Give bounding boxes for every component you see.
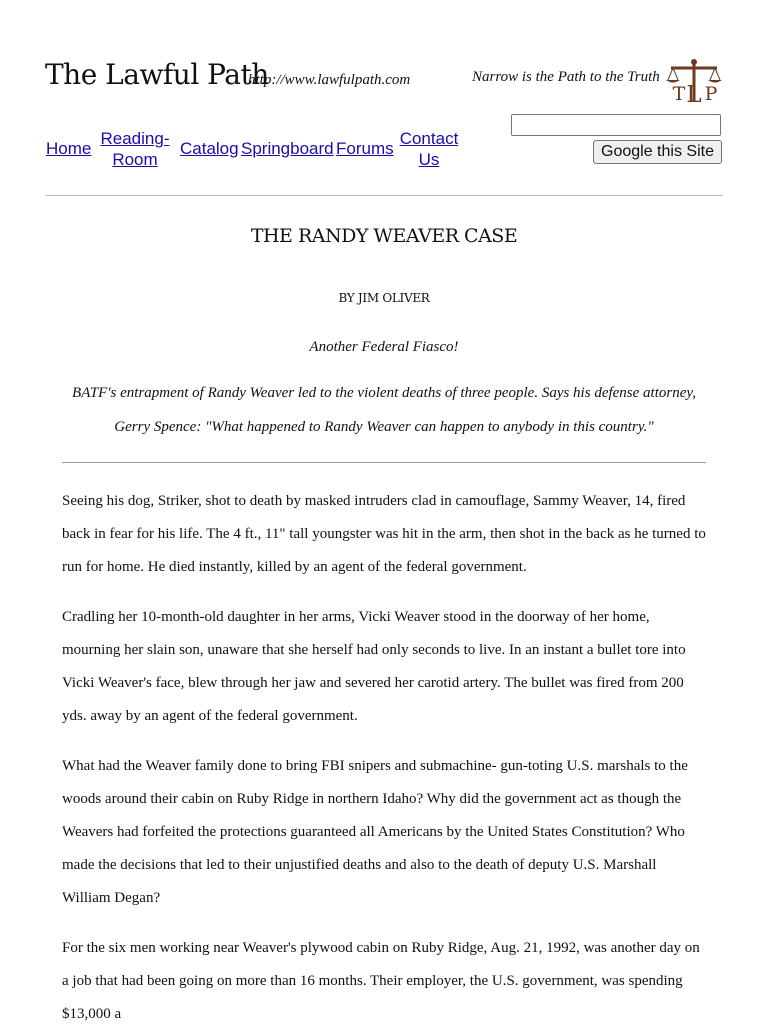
google-search-button[interactable]: Google this Site (593, 140, 722, 164)
article-subtitle: Another Federal Fiasco! (309, 339, 459, 355)
article-divider (62, 462, 706, 463)
article-paragraph: Seeing his dog, Striker, shot to death by masked intruders clad in camouflage, Sammy Weaver, 14, fired back in fear for his life. The 4 ft., 11" tall youngster was hit in the arm, then shot in the back as he turned to run for home. He died instantly, killed by an agent of the federal government. (62, 493, 706, 575)
article (62, 215, 706, 1031)
article-paragraph: Cradling her 10-month-old daughter in her arms, Vicki Weaver stood in the doorway of her home, mourning her slain son, unaware that she herself had only seconds to live. In an instant a bullet tore into Vicki Weaver's face, blew through her jaw and severed her carotid artery. The bullet was fired from 200 yds. away by an agent of the federal government. (62, 609, 686, 724)
nav-catalog[interactable]: Catalog (180, 139, 239, 158)
site-tagline: Narrow is the Path to the Truth (472, 69, 660, 85)
article-byline: BY JIM OLIVER (338, 291, 430, 305)
nav-home[interactable]: Home (46, 139, 92, 158)
article-paragraph: For the six men working near Weaver's plywood cabin on Ruby Ridge, Aug. 21, 1992, was another day on a job that had been going on more than 16 months. Their employer, the U.S. government, was spending $13,000 a (62, 940, 700, 1022)
article-summary: BATF's entrapment of Randy Weaver led to the violent deaths of three people. Says his defense attorney, Gerry Spence: "What happened to Randy Weaver can happen to anybody in this country." (72, 385, 696, 435)
scales-logo-icon[interactable] (665, 58, 723, 104)
nav-reading-room[interactable]: Reading-Room (100, 129, 170, 169)
logo-letter-l: L (686, 82, 702, 104)
nav-contact-us[interactable]: Contact Us (399, 129, 459, 169)
site-header (0, 0, 768, 200)
logo-letter-t: T (672, 83, 686, 104)
site-title[interactable]: The Lawful Path (45, 58, 269, 91)
logo-letter-p: P (704, 83, 718, 104)
nav-springboard[interactable]: Springboard (241, 139, 334, 158)
site-url[interactable]: http://www.lawfulpath.com (248, 72, 411, 88)
article-title: THE RANDY WEAVER CASE (250, 225, 518, 247)
article-paragraph: What had the Weaver family done to bring FBI snipers and submachine- gun-toting U.S. marshals to the woods around their cabin on Ruby Ridge in northern Idaho? Why did the government act as though the Weavers had forfeited the protections guaranteed all Americans by the United States Constitution? Who made the decisions that led to their unjustified deaths and also to the death of deputy U.S. Marshall William Degan? (62, 758, 688, 906)
search-input[interactable] (511, 114, 721, 136)
header-divider (46, 195, 723, 196)
nav-forums[interactable]: Forums (336, 139, 394, 158)
